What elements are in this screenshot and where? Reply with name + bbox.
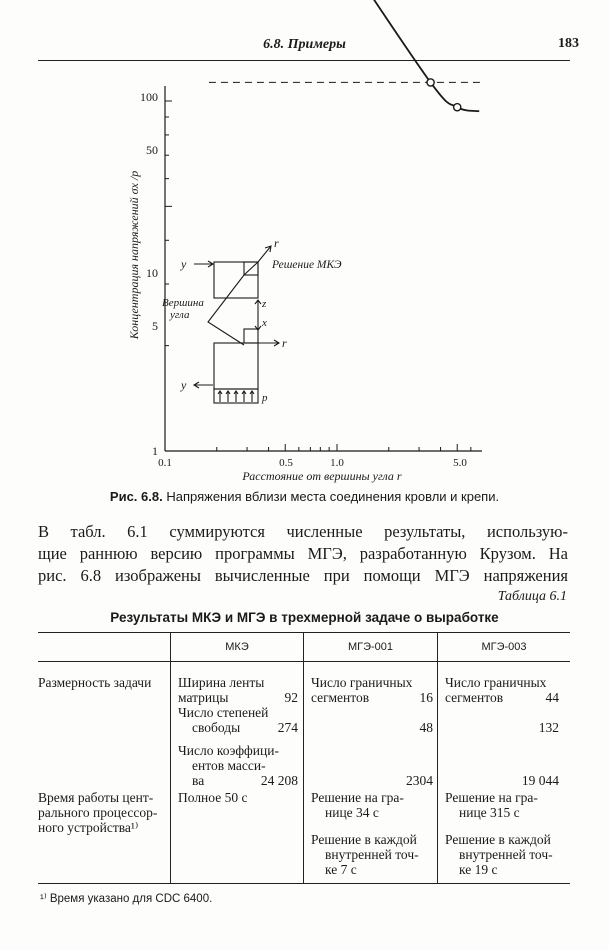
fem-item1-line-a: Ширина ленты — [178, 675, 265, 690]
figure-caption — [0, 489, 609, 504]
table-title: Результаты МКЭ и МГЭ в трехмерной задаче о выработке — [110, 610, 499, 625]
bem003-size-line-a: Число граничных — [445, 675, 547, 690]
bem001-size-value-2: 48 — [419, 720, 433, 735]
fem-item3-value: 24 208 — [260, 773, 298, 788]
x-tick-label-1-0: 1.0 — [330, 457, 344, 469]
bem003-size-value-3: 19 044 — [521, 773, 559, 788]
row-label-size: Размерность задачи — [38, 675, 152, 690]
fem-item3-line-a: Число коэффици- — [178, 743, 279, 758]
bem003-time-boundary-2: нице 315 с — [459, 805, 520, 820]
inset-lower-block — [214, 343, 258, 389]
bem001-time-boundary-1: Решение на гра- — [311, 790, 404, 805]
paragraph-line: рис. 6.8 изображены вычисленные при помощи МГЭ напряжения — [38, 566, 568, 585]
inset-label-p: p — [262, 392, 268, 404]
bem003-size-cell — [445, 675, 559, 788]
fem-item3-line-c: ва — [192, 773, 205, 788]
inset-label-r-top: r — [274, 236, 279, 250]
column-header-bem-001: МГЭ-001 — [347, 641, 394, 653]
x-tick-label-0-1: 0.1 — [158, 457, 172, 469]
bem003-size-line-b: сегментов — [445, 690, 504, 705]
inset-label-corner-1: Вершина — [162, 297, 204, 309]
fem-size-cell — [178, 675, 298, 788]
bem001-time-internal-2: внутренней точ- — [325, 847, 419, 862]
figure-caption-label: Рис. 6.8. — [109, 489, 163, 504]
time-label-line-3: ного устройства¹⁾ — [38, 820, 139, 835]
y-axis-title: Концентрация напряжений σx /p — [127, 170, 141, 340]
inset-zigzag — [208, 275, 244, 345]
table-label: Таблица 6.1 — [497, 589, 567, 604]
bem003-size-value-2: 132 — [538, 720, 559, 735]
page-number: 183 — [558, 36, 579, 51]
bem001-size-line-a: Число граничных — [311, 675, 413, 690]
table-header-rule — [38, 661, 570, 662]
bem-data-point — [454, 104, 461, 111]
x-ticks — [165, 444, 471, 451]
fem-time-cell: Полное 50 с — [178, 790, 248, 805]
bem-data-point — [427, 79, 434, 86]
bem003-time-boundary-1: Решение на гра- — [445, 790, 538, 805]
bem003-time-internal-2: внутренней точ- — [459, 847, 553, 862]
y-tick-label-50: 50 — [146, 143, 158, 157]
figure-caption-text: Напряжения вблизи места соединения кровли и крепи. — [166, 489, 500, 504]
bem001-time-cell — [311, 790, 435, 877]
y-tick-label-100: 100 — [140, 90, 158, 104]
x-tick-label-5-0: 5.0 — [453, 457, 467, 469]
bem003-time-cell — [445, 790, 569, 877]
bem-data-points — [213, 0, 461, 111]
fem-item2-line-a: Число степеней — [178, 705, 269, 720]
column-header-bem-003: МГЭ-003 — [481, 641, 527, 653]
table-col-divider-2 — [303, 632, 304, 884]
fem-item1-value: 92 — [284, 690, 298, 705]
inset-label-x: x — [262, 317, 267, 329]
bem001-size-cell — [311, 675, 433, 788]
bem001-size-line-b: сегментов — [311, 690, 370, 705]
y-tick-label-10: 10 — [146, 266, 158, 280]
fem-item2-line-b: свободы — [192, 720, 241, 735]
bem001-time-boundary-2: нице 34 с — [325, 805, 379, 820]
y-ticks — [165, 0, 172, 451]
table-col-divider-1 — [170, 632, 171, 884]
inset-label-y-top: y — [181, 257, 187, 271]
inset-corner-diagonal — [244, 262, 258, 275]
running-head-title: 6.8. Примеры — [263, 37, 346, 52]
bem001-size-value-3: 2304 — [406, 773, 433, 788]
bem003-size-value-1: 44 — [545, 690, 559, 705]
table-col-divider-3 — [437, 632, 438, 884]
x-tick-label-0-5: 0.5 — [279, 457, 293, 469]
inset-label-r-mid: r — [282, 336, 287, 350]
table-bottom-rule — [38, 883, 570, 884]
fem-item1-line-b: матрицы — [178, 690, 229, 705]
column-header-fem: МКЭ — [225, 641, 249, 653]
y-tick-label-5: 5 — [152, 319, 158, 333]
bem003-time-internal-1: Решение в каждой — [445, 832, 551, 847]
paragraph-line: щие раннюю версию программы МГЭ, разработанную Крузом. На — [38, 544, 568, 563]
inset-r-arrow-top-shaft — [258, 246, 271, 262]
table-top-rule — [38, 632, 570, 633]
bem001-time-internal-3: ке 7 с — [325, 862, 357, 877]
inset-label-corner-2: угла — [170, 309, 190, 321]
inset-label-y-bottom: y — [181, 378, 187, 392]
body-paragraph — [38, 521, 568, 587]
inset-lower-notch — [244, 329, 258, 343]
time-label-line-2: рального процессор- — [38, 805, 158, 820]
fem-solution-label: Решение МКЭ — [272, 259, 342, 271]
table-footnote: ¹⁾ Время указано для CDC 6400. — [40, 893, 213, 905]
fem-item3-line-b: ентов масси- — [192, 758, 266, 773]
row-label-time — [38, 790, 168, 835]
x-axis-title: Расстояние от вершины угла r — [242, 469, 402, 483]
y-tick-label-1: 1 — [152, 444, 158, 458]
fem-item2-value: 274 — [277, 720, 298, 735]
inset-pressure-arrows — [218, 391, 254, 402]
inset-label-z: z — [262, 298, 267, 310]
bem-solution-curve — [217, 0, 479, 111]
paragraph-line: В табл. 6.1 суммируются численные результаты, использую- — [38, 522, 568, 541]
bem001-time-internal-1: Решение в каждой — [311, 832, 417, 847]
bem001-size-value-1: 16 — [419, 690, 433, 705]
bem003-time-internal-3: ке 19 с — [459, 862, 498, 877]
time-label-line-1: Время работы цент- — [38, 790, 154, 805]
